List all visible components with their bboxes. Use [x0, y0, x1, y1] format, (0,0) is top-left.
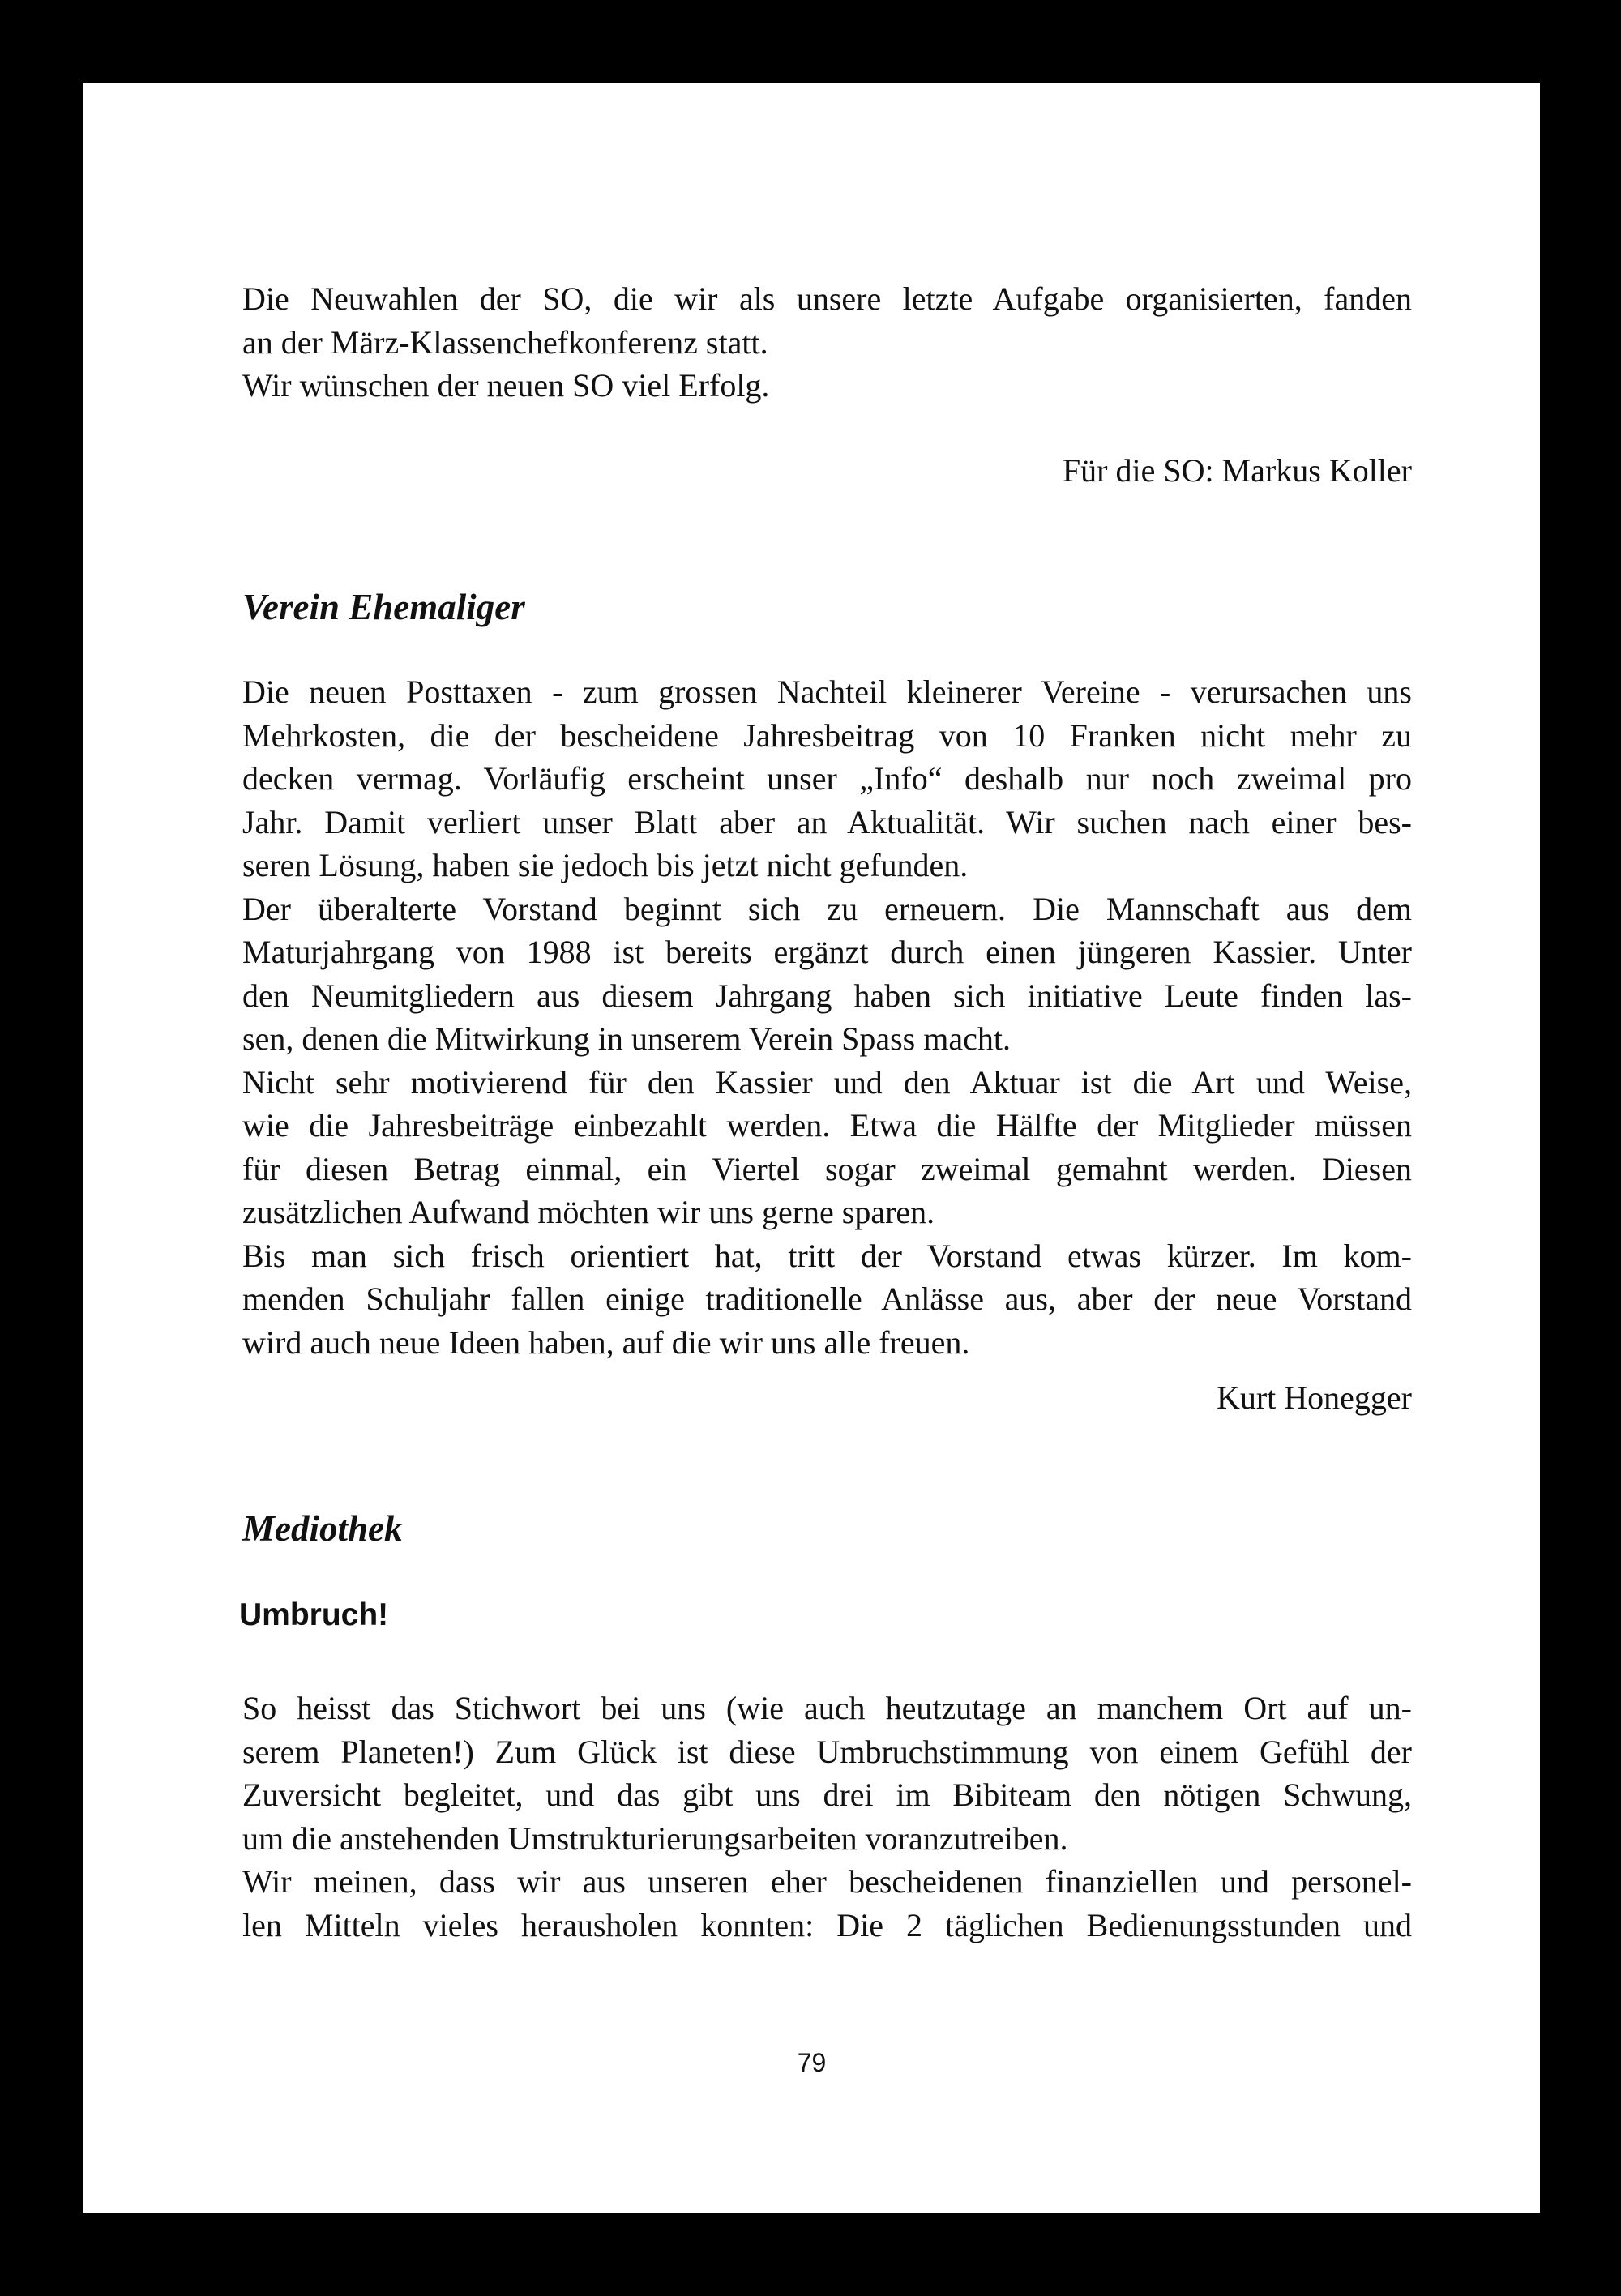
- text-line: wird auch neue Ideen haben, auf die wir uns alle freuen.: [242, 1323, 970, 1361]
- text-line: Die neuen Posttaxen - zum grossen Nachteil kleinerer Vereine - verursachen uns: [242, 673, 1412, 710]
- text-line: für diesen Betrag einmal, ein Viertel sogar zweimal gemahnt werden. Diesen: [242, 1150, 1412, 1187]
- text-line: Jahr. Damit verliert unser Blatt aber an Aktualität. Wir suchen nach einer bes-: [242, 803, 1412, 840]
- text-line: seren Lösung, haben sie jedoch bis jetzt nicht gefunden.: [242, 847, 969, 883]
- text-line: serem Planeten!) Zum Glück ist diese Umbruchstimmung von einem Gefühl der: [242, 1733, 1412, 1770]
- text-line: menden Schuljahr fallen einige traditionelle Anlässe aus, aber der neue Vorstand: [242, 1281, 1412, 1317]
- text-line: sen, denen die Mitwirkung in unserem Verein Spass macht.: [242, 1020, 1011, 1057]
- so-paragraph: [242, 277, 1412, 408]
- document-page: [83, 83, 1540, 2213]
- text-line: Der überalterte Vorstand beginnt sich zu erneuern. Die Mannschaft aus dem: [242, 890, 1412, 927]
- verein-signature: Kurt Honegger: [1216, 1379, 1412, 1416]
- text-line: Maturjahrgang von 1988 ist bereits ergänzt durch einen jüngeren Kassier. Unter: [242, 934, 1412, 970]
- text-line: zusätzlichen Aufwand möchten wir uns gerne sparen.: [242, 1194, 935, 1230]
- text-line: So heisst das Stichwort bei uns (wie auch heutzutage an manchem Ort auf un-: [242, 1690, 1412, 1726]
- text-line: den Neumitgliedern aus diesem Jahrgang haben sich initiative Leute finden las-: [242, 977, 1412, 1014]
- mediothek-subheading: Umbruch!: [239, 1597, 389, 1632]
- text-line: decken vermag. Vorläufig erscheint unser „Info“ deshalb nur noch zweimal pro: [242, 760, 1412, 797]
- mediothek-paragraph: [242, 1687, 1412, 1947]
- text-line: Bis man sich frisch orientiert hat, tritt der Vorstand etwas kürzer. Im kom-: [242, 1237, 1412, 1274]
- text-line: Die Neuwahlen der SO, die wir als unsere letzte Aufgabe organisierten, fanden: [242, 280, 1412, 317]
- text-line: Mehrkosten, die der bescheidene Jahresbeitrag von 10 Franken nicht mehr zu: [242, 716, 1412, 754]
- text-line: um die anstehenden Umstrukturierungsarbeiten voranzutreiben.: [242, 1819, 1068, 1857]
- verein-paragraph: [242, 670, 1412, 1364]
- text-line: an der März-Klassenchefkonferenz statt.: [242, 323, 768, 361]
- verein-heading: Verein Ehemaliger: [242, 587, 525, 627]
- page-number: 79: [797, 2048, 827, 2077]
- text-line: Zuversicht begleitet, und das gibt uns drei im Bibiteam den nötigen Schwung,: [242, 1777, 1412, 1813]
- text-line: len Mitteln vieles herausholen konnten: Die 2 täglichen Bedienungsstunden und: [242, 1906, 1412, 1943]
- so-signature: Für die SO: Markus Koller: [1062, 452, 1412, 489]
- text-line: Nicht sehr motivierend für den Kassier und den Aktuar ist die Art und Weise,: [242, 1063, 1412, 1101]
- text-line: Wir meinen, dass wir aus unseren eher bescheidenen finanziellen und personel-: [242, 1863, 1412, 1900]
- text-line: Wir wünschen der neuen SO viel Erfolg.: [242, 367, 770, 404]
- mediothek-heading: Mediothek: [242, 1508, 403, 1549]
- text-line: wie die Jahresbeiträge einbezahlt werden. Etwa die Hälfte der Mitglieder müssen: [242, 1107, 1412, 1144]
